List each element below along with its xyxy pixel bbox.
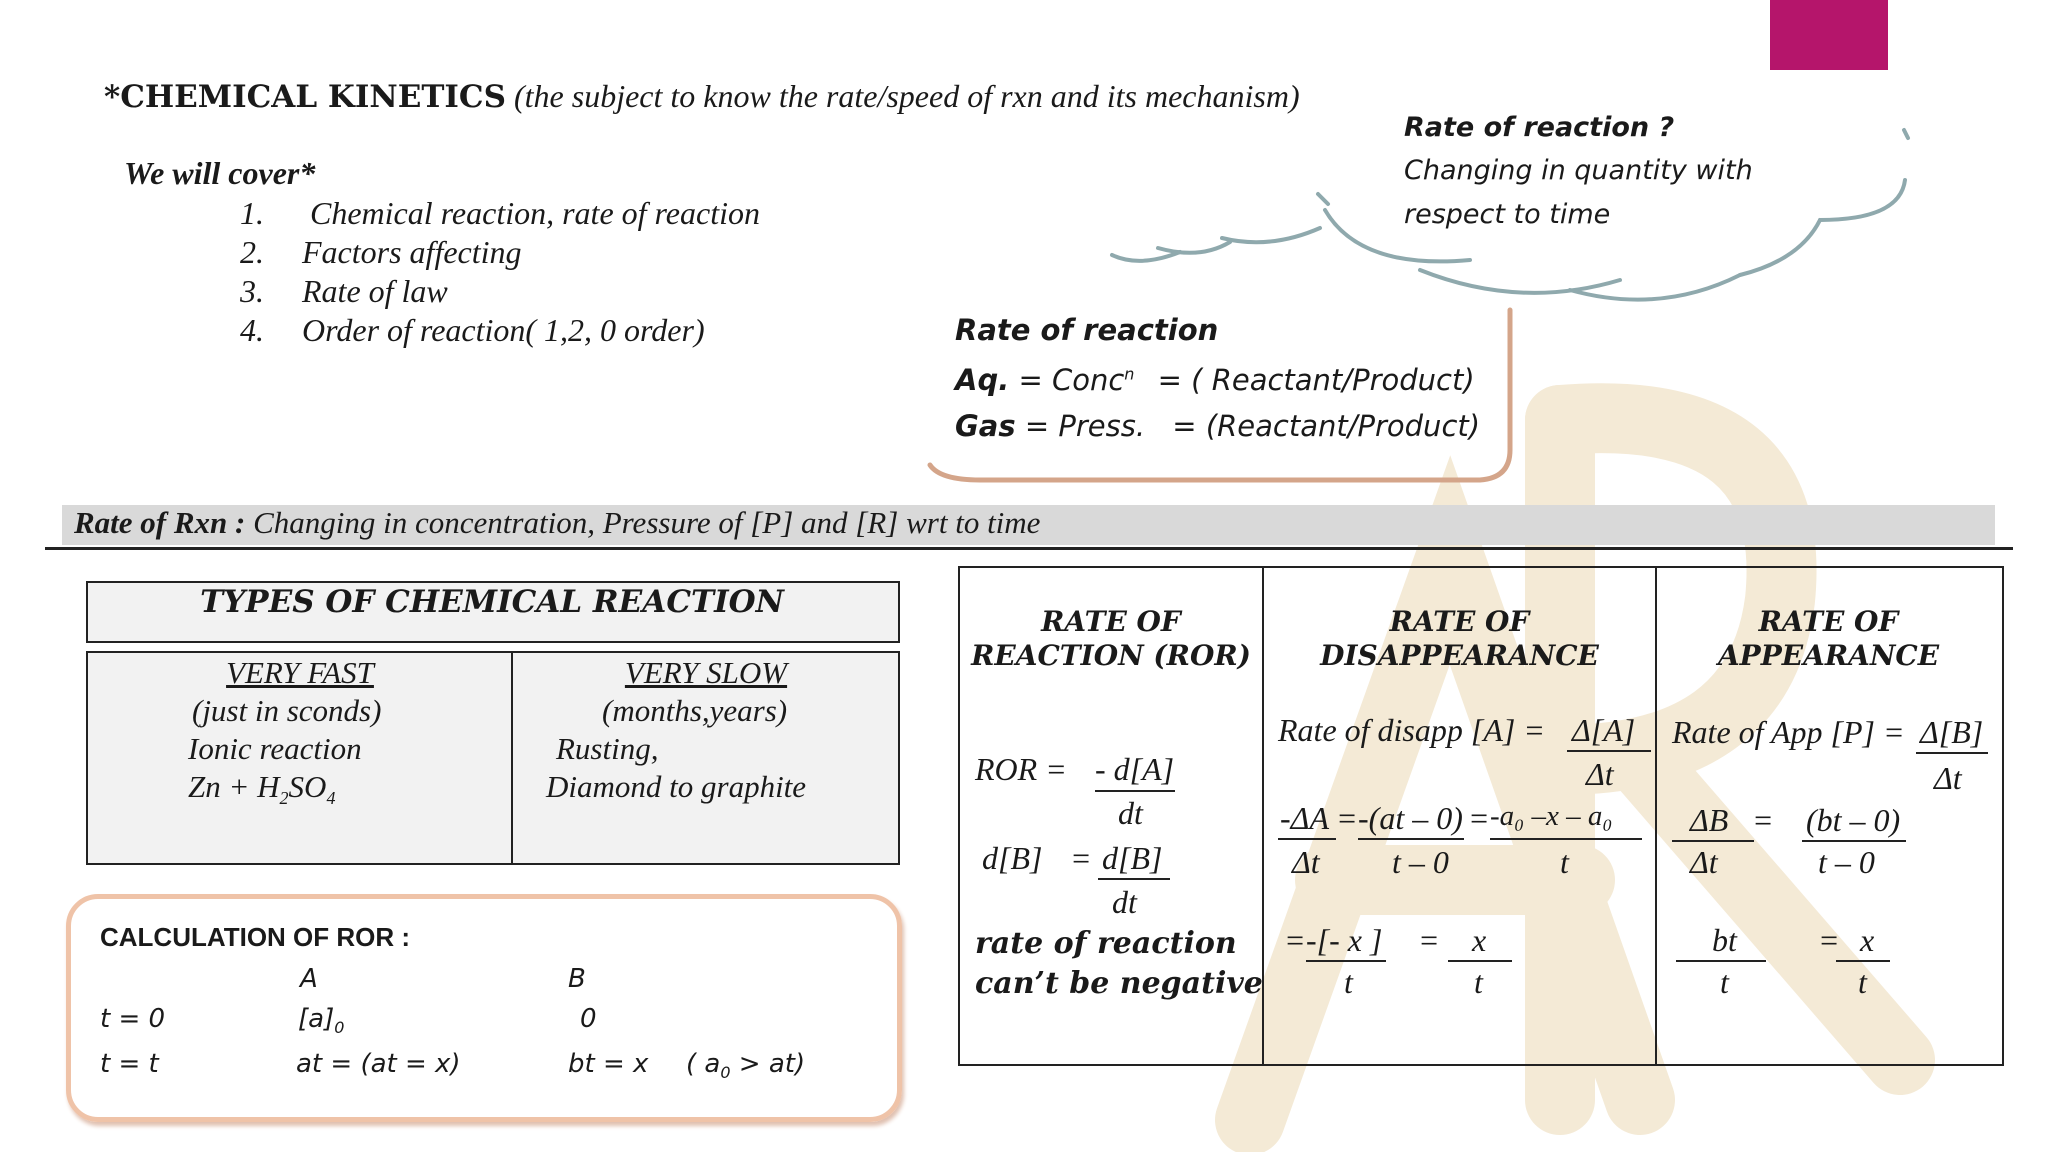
slow-heading: VERY SLOW [624,655,788,690]
calc-r1-label: t = 0 [100,1004,166,1034]
cover-item-num: 1. [240,195,264,231]
app-den-1: Δt [1690,844,1718,880]
gas-rhs: = (Reactant/Product) [1163,409,1481,443]
db-numerator: d[B] [1102,840,1163,876]
disapp-bar-3 [1490,838,1642,840]
calc-r1-a [298,1004,344,1037]
disapp-r3-den-1: t [1344,964,1353,1000]
cloud-line-2: respect to time [1404,199,1611,230]
header-appearance-line-1: RATE OF [1758,605,1899,638]
disapp-num-2: -(at – 0) [1358,800,1463,836]
calc-r2-c-sub: 0 [720,1063,731,1083]
ror-fraction-bar [1095,790,1175,792]
zn-h: Zn + H [188,769,280,804]
cover-item-1 [240,195,760,232]
calc-r1-b: 0 [580,1004,597,1034]
gas-label: Gas [955,409,1016,443]
app-r3-num-1: bt [1712,922,1737,958]
slow-line-3: Diamond to graphite [546,769,807,804]
calc-r2-label: t = t [100,1049,159,1079]
disapp-r3-eq: = [1284,922,1306,958]
disapp-label: Rate of disapp [A] = [1278,712,1545,748]
rate-definition-text [74,505,1040,541]
sub-4: 4 [326,788,336,809]
cover-item-text: Factors affecting [302,234,522,270]
slow-column [514,655,898,805]
app-bar-1 [1672,840,1754,842]
app-r3-num-2: x [1860,922,1875,958]
calc-r2-c2: > at) [730,1049,806,1079]
cover-item-text: Chemical reaction, rate of reaction [310,195,760,231]
calc-r2-a: at = (at = x) [296,1049,461,1079]
slow-line-1: (months,years) [602,693,788,728]
rate-callout-gas [955,409,1480,443]
ror-label: ROR = [975,751,1067,787]
fast-line-2: Ionic reaction [188,731,362,766]
app-r3-eq: = [1818,922,1840,958]
disapp-r3-num-2: x [1472,922,1487,958]
disapp-bar-1 [1278,838,1336,840]
calc-r1-a-text: [a] [298,1004,335,1034]
disapp-eq-1: = [1336,800,1358,836]
header-ror [960,605,1262,673]
rate-definition-label: Rate of Rxn : [74,505,246,540]
fast-line-1: (just in sconds) [192,693,382,728]
db-label: d[B] [982,840,1043,876]
cover-item-num: 4. [240,312,264,348]
app-r3-den-1: t [1720,964,1729,1000]
types-title: TYPES OF CHEMICAL REACTION [200,584,784,620]
disapp-r3-den-2: t [1474,964,1483,1000]
disapp-r3-bar-1 [1306,960,1386,962]
ror-denominator: dt [1118,795,1143,831]
app-label: Rate of App [P] = [1672,714,1905,750]
aq-eq: = Conc [1009,363,1125,397]
header-disappearance-line-2: DISAPPEARANCE [1320,639,1599,672]
disapp-num-1: -ΔA [1280,800,1329,836]
db-denominator: dt [1112,884,1137,920]
disapp-denominator: Δt [1586,756,1614,792]
gas-eq: = Press. [1015,409,1146,443]
calc-col-b: B [568,964,586,994]
disapp-num-3: -a₀ –x – a₀ [1490,800,1613,832]
disapp-den-2: t – 0 [1392,844,1449,880]
cloud-line-1: Changing in quantity with [1404,155,1753,186]
cover-item-text: Rate of law [302,273,448,309]
calc-r2-c [686,1049,805,1082]
disapp-eq-2: = [1468,800,1490,836]
app-numerator: Δ[B] [1920,714,1984,750]
calc-r2-b: bt = x [568,1049,649,1079]
app-denominator: Δt [1934,760,1962,796]
disapp-r3-eq-2: = [1418,922,1440,958]
calc-r2-c1: ( a [686,1049,721,1079]
app-fraction-bar [1916,752,1988,754]
aq-rhs: = ( Reactant/Product) [1148,363,1475,397]
accent-block [1770,0,1888,70]
fast-line-3 [88,769,512,809]
header-disappearance [1264,605,1655,673]
ror-note-2: can’t be negative [975,966,1263,1001]
app-r3-bar-2 [1836,960,1890,962]
app-den-2: t – 0 [1818,844,1875,880]
db-fraction-bar [1098,878,1170,880]
header-appearance [1657,605,2000,673]
disapp-r3-bar-2 [1448,960,1512,962]
disapp-fraction-bar [1567,750,1651,752]
cover-item-num: 2. [240,234,264,270]
cover-item-2 [240,234,522,271]
slow-line-2: Rusting, [556,731,659,766]
calc-title: CALCULATION OF ROR : [100,922,411,952]
title-rest: (the subject to know the rate/speed of rxn and its mechanism) [505,78,1300,114]
cloud-title: Rate of reaction ? [1404,112,1675,143]
divider-line [45,547,2013,550]
rate-callout-aq [955,363,1475,397]
header-disappearance-line-1: RATE OF [1389,605,1530,638]
fast-column [88,655,512,809]
app-eq: = [1752,802,1774,838]
disapp-den-1: Δt [1292,844,1320,880]
rate-definition-body: Changing in concentration, Pressure of [P] and [R] wrt to time [245,505,1041,540]
app-num-1: ΔB [1690,802,1729,838]
disapp-numerator: Δ[A] [1572,712,1636,748]
cover-heading: We will cover* [124,155,316,191]
so: SO [288,769,327,804]
disapp-den-3: t [1560,844,1569,880]
sub-2: 2 [279,788,289,809]
app-num-2: (bt – 0) [1806,802,1901,838]
app-bar-2 [1802,840,1906,842]
fast-heading: VERY FAST [226,655,374,690]
app-r3-bar-1 [1676,960,1766,962]
app-r3-den-2: t [1858,964,1867,1000]
header-appearance-line-2: APPEARANCE [1717,639,1940,672]
disapp-r3-num-1: -[- x ] [1306,922,1383,958]
cover-item-3 [240,273,448,310]
header-ror-line-2: REACTION (ROR) [971,639,1251,672]
title-bold: *CHEMICAL KINETICS [104,79,506,115]
ror-numerator: - d[A] [1095,751,1175,787]
cover-item-text: Order of reaction( 1,2, 0 order) [302,312,705,348]
aq-label: Aq. [955,363,1010,397]
aq-sup: n [1124,364,1135,384]
calc-col-a: A [300,964,318,994]
header-ror-line-1: RATE OF [1041,605,1181,638]
db-equals: = [1070,840,1092,876]
cover-item-4 [240,312,705,349]
cover-item-num: 3. [240,273,264,309]
disapp-bar-2 [1358,838,1464,840]
ror-note-1: rate of reaction [975,926,1237,961]
rate-callout-title: Rate of reaction [955,313,1219,347]
calc-r1-a-sub: 0 [334,1018,345,1038]
